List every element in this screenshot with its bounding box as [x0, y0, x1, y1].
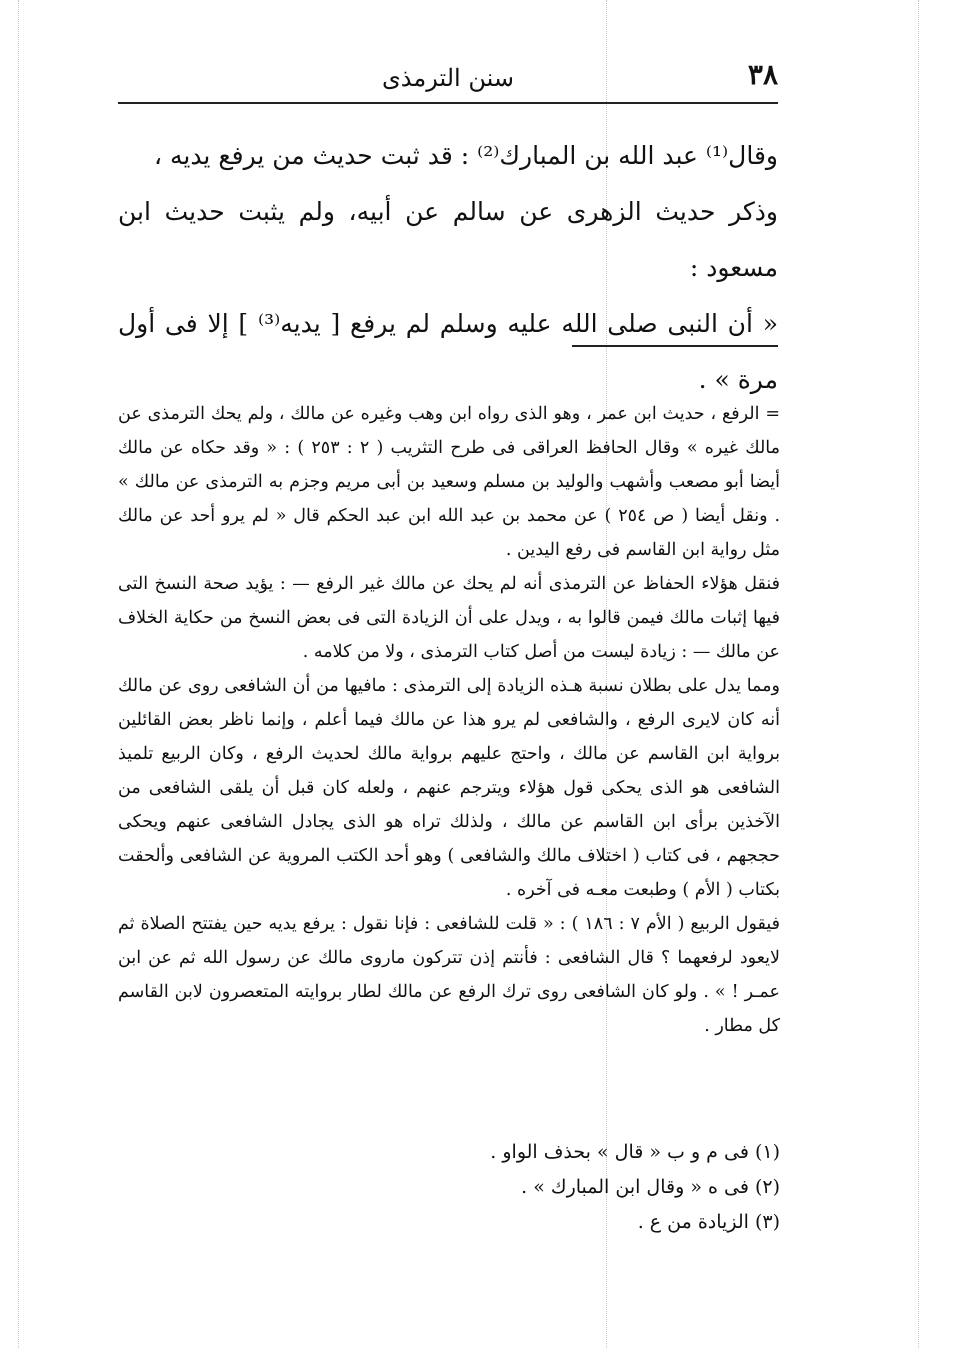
- page-header: [118, 58, 778, 104]
- footnotes: [118, 1135, 780, 1240]
- note-paragraph-4: فيقول الربيع ( الأم ٧ : ١٨٦ ) : « قلت للشافعى : فإنا نقول : يرفع يديه حين يفتتح الصلاة ثم لايعود لرفعهما ؟ قال الشافعى : فأنتم إذن تتركون ماروى مالك عن رسول الله ثم عن ابن عمـر ! » . ولو كان الشافعى روى ترك الرفع عن مالك لطار بروايته المتعصرون لابن القاسم كل مطار .: [118, 914, 780, 1036]
- footnote-separator: [572, 345, 778, 347]
- footnote-2: (٢) فى ه « وقال ابن المبارك » .: [521, 1176, 780, 1198]
- main-text-line-2: وذكر حديث الزهرى عن سالم عن أبيه، ولم يثبت حديث ابن مسعود :: [118, 197, 778, 282]
- running-title: سنن الترمذى: [382, 64, 514, 92]
- main-text-line-3: « أن النبى صلى الله عليه وسلم لم يرفع [ يديه⁽³⁾ ] إلا فى أول مرة » .: [118, 309, 778, 394]
- main-text: [118, 128, 778, 408]
- note-paragraph-3: ومما يدل على بطلان نسبة هـذه الزيادة إلى الترمذى : مافيها من أن الشافعى روى عن مالك أنه كان لايرى الرفع ، والشافعى لم يرو هذا عن مالك فيما أعلم ، وإنما ناظر بعض القائلين برواية ابن القاسم عن مالك ، واحتج عليهم برواية مالك لحديث الرفع ، وكان الربيع تلميذ الشافعى هو الذى يحكى قول هؤلاء ويترجم عنهم ، ولعله كان قبل أن يلقى الشافعى من الآخذين برأى ابن القاسم عن مالك ، ولذلك تراه هو الذى يجادل الشافعى عنهم ويحكى حججهم ، فى كتاب ( اختلاف مالك والشافعى ) وهو أحد الكتب المروية عن الشافعى وألحقت بكتاب ( الأم ) وطبعت معـه فى آخره .: [118, 676, 780, 900]
- page-number: ٣٨: [747, 58, 778, 91]
- main-text-line-1: وقال⁽¹⁾ عبد الله بن المبارك⁽²⁾ : قد ثبت حديث من يرفع يديه ،: [153, 141, 778, 170]
- header-rule: [118, 102, 778, 104]
- footnote-3: (٣) الزيادة من ع .: [637, 1211, 780, 1233]
- commentary-notes: [118, 397, 780, 1043]
- note-paragraph-2: فنقل هؤلاء الحفاظ عن الترمذى أنه لم يحك عن مالك غير الرفع — : يؤيد صحة النسخ التى فيها إثبات مالك فيمن قالوا به ، ويدل على أن الزيادة التى فى بعض النسخ من حكاية الخلاف عن مالك — : زيادة ليست من أصل كتاب الترمذى ، ولا من كلامه .: [118, 574, 780, 662]
- note-paragraph-1: = الرفع ، حديث ابن عمر ، وهو الذى رواه ابن وهب وغيره عن مالك ، ولم يحك الترمذى عن مالك غيره » وقال الحافظ العراقى فى طرح التثريب ( ٢ : ٢٥٣ ) : « وقد حكاه عن مالك أيضا أبو مصعب وأشهب والوليد بن مسلم وسعيد بن أبى مريم وجزم به الترمذى عن مالك » . ونقل أيضا ( ص ٢٥٤ ) عن محمد بن عبد الله ابن عبد الحكم قال « لم يرو أحد عن مالك مثل رواية ابن القاسم فى رفع اليدين .: [118, 404, 781, 560]
- footnote-1: (١) فى م و ب « قال » بحذف الواو .: [490, 1141, 780, 1163]
